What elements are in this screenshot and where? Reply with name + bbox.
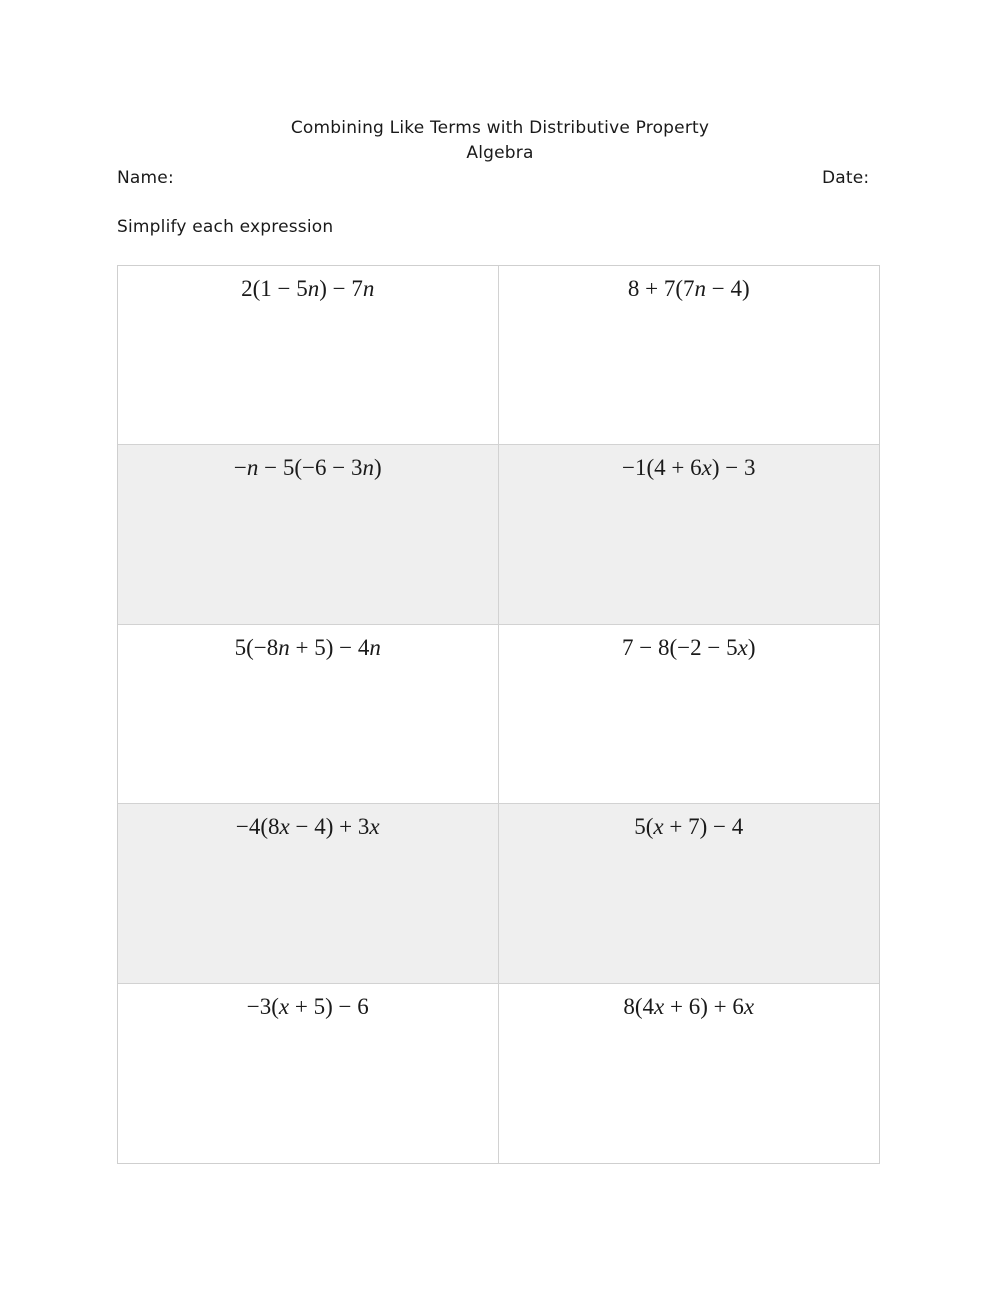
problem-expression: −4(8x − 4) + 3x xyxy=(235,814,380,840)
problem-cell-4[interactable] xyxy=(499,445,880,624)
problem-expression: −n − 5(−6 − 3n) xyxy=(233,455,382,481)
worksheet-title: Combining Like Terms with Distributive Property xyxy=(290,118,710,138)
date-label: Date: xyxy=(822,168,870,188)
problem-cell-1[interactable] xyxy=(118,266,499,445)
name-label: Name: xyxy=(117,168,174,188)
problem-grid xyxy=(117,265,880,1164)
problem-expression: 5(x + 7) − 4 xyxy=(634,814,744,840)
problem-cell-2[interactable] xyxy=(499,266,880,445)
problem-cell-6[interactable] xyxy=(499,625,880,804)
problem-expression: 7 − 8(−2 − 5x) xyxy=(621,634,756,660)
problem-cell-9[interactable] xyxy=(118,984,499,1163)
problem-expression: −1(4 + 6x) − 3 xyxy=(621,455,756,481)
problem-cell-5[interactable] xyxy=(118,625,499,804)
problem-expression: 8 + 7(7n − 4) xyxy=(627,276,750,301)
problem-cell-7[interactable] xyxy=(118,804,499,983)
problem-expression: 5(−8n + 5) − 4n xyxy=(234,634,381,660)
instructions: Simplify each expression xyxy=(117,217,334,237)
problem-expression: 2(1 − 5n) − 7n xyxy=(241,276,375,301)
worksheet-subtitle: Algebra xyxy=(466,143,534,163)
problem-cell-8[interactable] xyxy=(499,804,880,983)
problem-cell-3[interactable] xyxy=(118,445,499,624)
problem-expression: 8(4x + 6) + 6x xyxy=(623,993,755,1019)
problem-expression: −3(x + 5) − 6 xyxy=(246,993,369,1019)
problem-cell-10[interactable] xyxy=(499,984,880,1163)
